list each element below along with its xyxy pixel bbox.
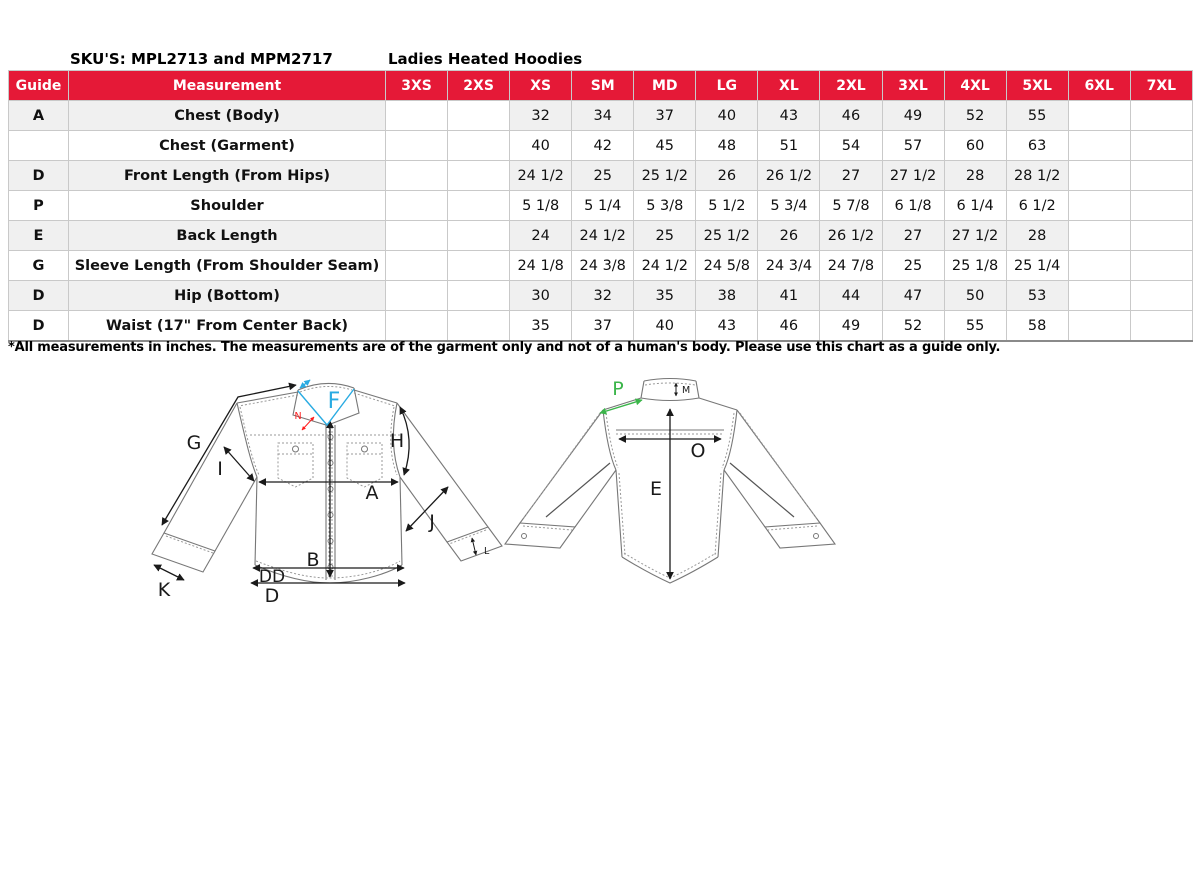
- table-row: [9, 221, 1193, 251]
- size-value-cell: 5 7/8: [820, 191, 882, 221]
- size-value-cell: 25 1/4: [1006, 251, 1068, 281]
- size-value-cell: 27 1/2: [944, 221, 1006, 251]
- size-value-cell: 28 1/2: [1006, 161, 1068, 191]
- product-title: Ladies Heated Hoodies: [388, 50, 583, 68]
- size-value-cell: [1068, 161, 1130, 191]
- size-table-body: [9, 101, 1193, 342]
- measurements-footnote: *All measurements in inches. The measurements are of the garment only and not of a human's body. Please use this chart as a guide only.: [8, 340, 1001, 355]
- size-value-cell: [386, 281, 448, 311]
- size-value-cell: 5 1/4: [572, 191, 634, 221]
- back-label-p: P: [612, 378, 624, 400]
- front-label-i: I: [217, 458, 223, 480]
- size-value-cell: 24 1/2: [634, 251, 696, 281]
- measurement-cell: Back Length: [69, 221, 386, 251]
- guide-cell: P: [9, 191, 69, 221]
- size-value-cell: 25: [882, 251, 944, 281]
- size-value-cell: [448, 101, 510, 131]
- size-value-cell: 24 1/2: [572, 221, 634, 251]
- size-value-cell: [1068, 281, 1130, 311]
- size-value-cell: [1130, 281, 1192, 311]
- back-view-diagram: [498, 375, 878, 607]
- size-value-cell: 24 3/4: [758, 251, 820, 281]
- size-value-cell: 24 7/8: [820, 251, 882, 281]
- size-value-cell: 49: [882, 101, 944, 131]
- front-label-l: L: [484, 546, 490, 557]
- header-row: [9, 71, 1193, 101]
- column-header-7xl: 7XL: [1130, 71, 1192, 101]
- table-row: [9, 101, 1193, 131]
- size-value-cell: 5 3/8: [634, 191, 696, 221]
- size-value-cell: 25: [572, 161, 634, 191]
- column-header-guide: Guide: [9, 71, 69, 101]
- front-label-n: N: [294, 411, 302, 422]
- size-value-cell: 37: [634, 101, 696, 131]
- column-header-lg: LG: [696, 71, 758, 101]
- measurement-cell: Shoulder: [69, 191, 386, 221]
- table-row: [9, 281, 1193, 311]
- guide-cell: E: [9, 221, 69, 251]
- size-value-cell: 26 1/2: [758, 161, 820, 191]
- size-value-cell: [448, 221, 510, 251]
- size-value-cell: 25 1/8: [944, 251, 1006, 281]
- size-value-cell: 37: [572, 311, 634, 342]
- size-value-cell: [448, 311, 510, 342]
- size-value-cell: [448, 191, 510, 221]
- size-value-cell: [1068, 221, 1130, 251]
- size-value-cell: [386, 311, 448, 342]
- table-row: [9, 131, 1193, 161]
- size-value-cell: 46: [820, 101, 882, 131]
- measurement-cell: Chest (Garment): [69, 131, 386, 161]
- size-value-cell: 28: [944, 161, 1006, 191]
- back-label-m: M: [682, 385, 691, 396]
- size-chart-table: [8, 70, 1193, 342]
- front-label-f: F: [327, 389, 341, 414]
- size-value-cell: [1130, 131, 1192, 161]
- measurement-cell: Sleeve Length (From Shoulder Seam): [69, 251, 386, 281]
- size-value-cell: 57: [882, 131, 944, 161]
- size-value-cell: 25 1/2: [696, 221, 758, 251]
- size-table-header: [9, 71, 1193, 101]
- size-value-cell: 35: [510, 311, 572, 342]
- size-value-cell: 43: [758, 101, 820, 131]
- column-header-md: MD: [634, 71, 696, 101]
- size-value-cell: 25 1/2: [634, 161, 696, 191]
- table-row: [9, 191, 1193, 221]
- size-value-cell: [1068, 251, 1130, 281]
- size-value-cell: 32: [510, 101, 572, 131]
- size-value-cell: 55: [1006, 101, 1068, 131]
- size-value-cell: [386, 221, 448, 251]
- size-value-cell: 24 1/8: [510, 251, 572, 281]
- size-value-cell: 6 1/8: [882, 191, 944, 221]
- size-value-cell: 41: [758, 281, 820, 311]
- size-value-cell: [448, 251, 510, 281]
- back-label-e: E: [649, 478, 663, 500]
- sku-title: SKU'S: MPL2713 and MPM2717: [70, 50, 333, 68]
- size-value-cell: 27: [820, 161, 882, 191]
- size-value-cell: 34: [572, 101, 634, 131]
- guide-cell: [9, 131, 69, 161]
- size-value-cell: 53: [1006, 281, 1068, 311]
- guide-cell: A: [9, 101, 69, 131]
- front-label-g: G: [186, 432, 202, 454]
- size-value-cell: 27: [882, 221, 944, 251]
- column-header-4xl: 4XL: [944, 71, 1006, 101]
- size-value-cell: [1130, 161, 1192, 191]
- size-value-cell: 48: [696, 131, 758, 161]
- size-value-cell: 24: [510, 221, 572, 251]
- size-value-cell: 49: [820, 311, 882, 342]
- front-label-j: J: [429, 511, 435, 533]
- size-value-cell: 24 1/2: [510, 161, 572, 191]
- size-value-cell: [1130, 191, 1192, 221]
- size-value-cell: 46: [758, 311, 820, 342]
- size-value-cell: [386, 101, 448, 131]
- front-label-d: D: [264, 585, 280, 607]
- size-value-cell: 58: [1006, 311, 1068, 342]
- size-value-cell: 40: [696, 101, 758, 131]
- size-value-cell: [1130, 311, 1192, 342]
- front-label-dd: DD: [258, 567, 286, 587]
- table-row: [9, 161, 1193, 191]
- size-value-cell: 38: [696, 281, 758, 311]
- size-value-cell: 52: [882, 311, 944, 342]
- column-header-6xl: 6XL: [1068, 71, 1130, 101]
- size-value-cell: 50: [944, 281, 1006, 311]
- size-value-cell: 35: [634, 281, 696, 311]
- size-value-cell: [1068, 311, 1130, 342]
- size-value-cell: 52: [944, 101, 1006, 131]
- size-value-cell: 5 3/4: [758, 191, 820, 221]
- measurement-cell: Hip (Bottom): [69, 281, 386, 311]
- column-header-3xl: 3XL: [882, 71, 944, 101]
- size-value-cell: [386, 191, 448, 221]
- size-value-cell: [1130, 221, 1192, 251]
- guide-cell: D: [9, 281, 69, 311]
- size-value-cell: [1068, 191, 1130, 221]
- table-row: [9, 251, 1193, 281]
- front-label-a: A: [365, 482, 379, 504]
- size-value-cell: 47: [882, 281, 944, 311]
- measurement-cell: Waist (17" From Center Back): [69, 311, 386, 342]
- size-value-cell: 63: [1006, 131, 1068, 161]
- size-value-cell: 30: [510, 281, 572, 311]
- size-value-cell: 51: [758, 131, 820, 161]
- size-value-cell: [1068, 101, 1130, 131]
- column-header-xs: XS: [510, 71, 572, 101]
- size-value-cell: [448, 281, 510, 311]
- size-value-cell: [448, 131, 510, 161]
- measurement-cell: Front Length (From Hips): [69, 161, 386, 191]
- size-value-cell: [386, 161, 448, 191]
- size-value-cell: 44: [820, 281, 882, 311]
- size-value-cell: 6 1/2: [1006, 191, 1068, 221]
- size-value-cell: 40: [510, 131, 572, 161]
- size-value-cell: 27 1/2: [882, 161, 944, 191]
- size-value-cell: 24 5/8: [696, 251, 758, 281]
- size-value-cell: 55: [944, 311, 1006, 342]
- size-value-cell: 25: [634, 221, 696, 251]
- guide-cell: D: [9, 311, 69, 342]
- column-header-2xl: 2XL: [820, 71, 882, 101]
- front-label-h: H: [389, 430, 405, 452]
- size-value-cell: 5 1/8: [510, 191, 572, 221]
- size-value-cell: [1130, 101, 1192, 131]
- size-value-cell: 26: [696, 161, 758, 191]
- column-header-2xs: 2XS: [448, 71, 510, 101]
- size-value-cell: [386, 131, 448, 161]
- column-header-3xs: 3XS: [386, 71, 448, 101]
- size-value-cell: 43: [696, 311, 758, 342]
- front-label-k: K: [157, 579, 171, 601]
- guide-cell: D: [9, 161, 69, 191]
- size-value-cell: 54: [820, 131, 882, 161]
- column-header-sm: SM: [572, 71, 634, 101]
- size-value-cell: 26 1/2: [820, 221, 882, 251]
- size-value-cell: 24 3/8: [572, 251, 634, 281]
- guide-cell: G: [9, 251, 69, 281]
- size-value-cell: 60: [944, 131, 1006, 161]
- size-value-cell: 32: [572, 281, 634, 311]
- back-label-o: O: [690, 440, 706, 462]
- size-value-cell: [448, 161, 510, 191]
- size-value-cell: [1130, 251, 1192, 281]
- size-value-cell: 40: [634, 311, 696, 342]
- measurement-cell: Chest (Body): [69, 101, 386, 131]
- size-value-cell: 42: [572, 131, 634, 161]
- column-header-5xl: 5XL: [1006, 71, 1068, 101]
- front-label-b: B: [306, 549, 320, 571]
- column-header-xl: XL: [758, 71, 820, 101]
- column-header-measurement: Measurement: [69, 71, 386, 101]
- size-value-cell: 6 1/4: [944, 191, 1006, 221]
- size-value-cell: 28: [1006, 221, 1068, 251]
- size-value-cell: 45: [634, 131, 696, 161]
- size-value-cell: [1068, 131, 1130, 161]
- size-value-cell: 5 1/2: [696, 191, 758, 221]
- front-view-diagram: [150, 375, 510, 607]
- table-row: [9, 311, 1193, 342]
- size-value-cell: 26: [758, 221, 820, 251]
- size-value-cell: [386, 251, 448, 281]
